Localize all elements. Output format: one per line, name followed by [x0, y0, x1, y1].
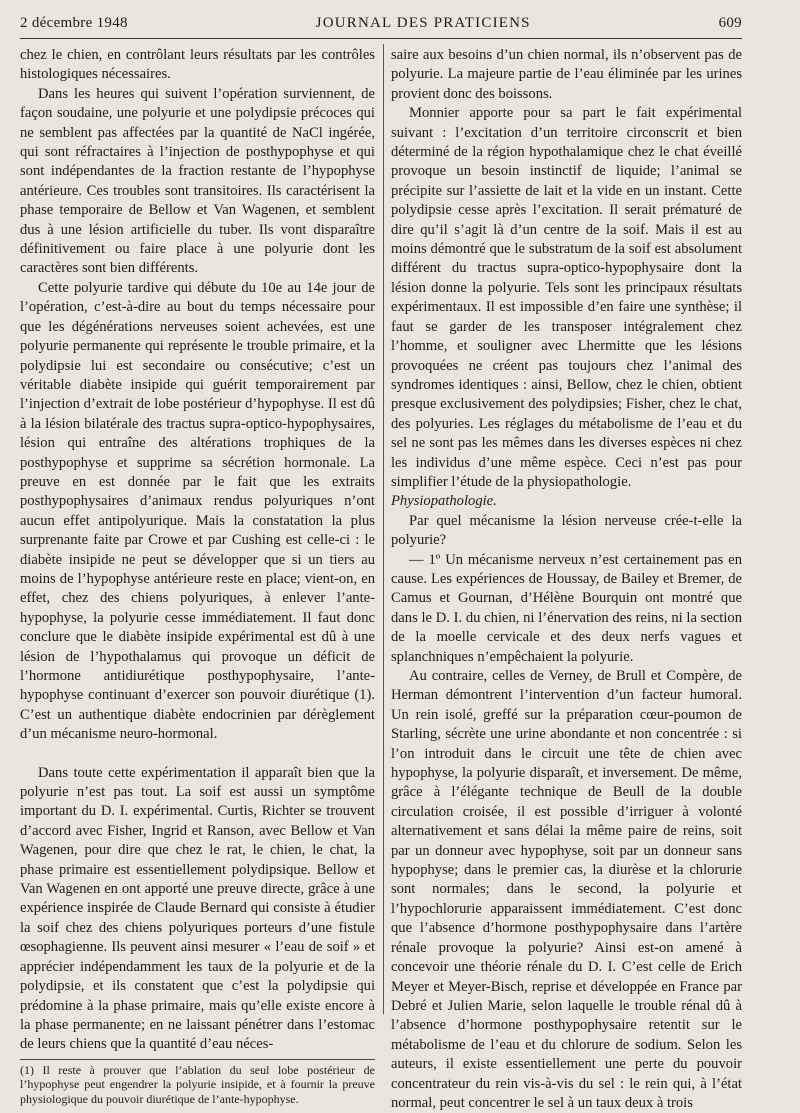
running-header: [20, 10, 742, 36]
paragraph-gap: [20, 745, 375, 764]
paragraph: Dans les heures qui suivent l’opération surviennent, de façon soudaine, une polyurie et une polydipsie précoces qui ne semblent pas affectées par la quantité de NaCl ingérée, qui sont réfractaires à l’injection de posthypophyse et qui sont indépendantes de la fraction restante de l’hypophyse antérieure. Ces troubles sont transitoires. Ils caractérisent la phase temporaire de Bellow et Van Wagenen, et semblent dus à une lésion artificielle du tuber. Ils vont disparaître définitivement ou faire place à une polyurie dont les caractères sont bien différents.: [20, 85, 375, 277]
paragraph: Dans toute cette expérimentation il apparaît bien que la polyurie n’est pas tout. La soif est aussi un symptôme important du D. I. expérimental. Curtis, Richter se trouvent d’accord avec Fisher, Ingrid et Ranson, avec Bellow et Van Wagenen, pour dire que chez le rat, le chien, le chat, la phase primaire est essentiellement polydipsique. Bellow et Van Wagenen en ont apporté une preuve directe, grâce à une expérience inspirée de Claude Bernard qui consiste à étudier la soif chez des chiens polyuriques porteurs d’une fistule œsophagienne. Ils peuvent ainsi mesurer « l’eau de soif » et apprécier indépendamment les taux de la polyurie et de la polydipsie, et ils constatent que c’est la polydipsie qui prédomine à la phase primaire, mais qu’elle existe encore à la phase permanente; en ne laissant pénétrer dans l’estomac de leurs chiens que la quantité d’eau néces-: [20, 764, 375, 1053]
paragraph: Monnier apporte pour sa part le fait expérimental suivant : l’excitation d’un territoire circonscrit et bien déterminé de la région hypothalamique chez le chat éveillé provoque un besoin instinctif de liquide; l’animal se précipite sur l’assiette de lait et la vide en un instant. Cette polydipsie cesse après l’excitation. Il serait prématuré de dire qu’il s’agit là d’un centre de la soif. Mais il est au moins démontré que le substratum de la soif est absolument différent du tractus supra-optico-hypophysaire dont la lésion donne la polyurie. Tels sont les principaux résultats expérimentaux. Il est impossible d’en faire une synthèse; il faut se garder de les transposer intégralement chez l’homme, et souligner avec Lhermitte que les lésions provoquées ne créent pas toujours chez l’animal des syndromes identiques : ainsi, Bellow, chez le chien, obtient presque exclusivement des polydipsies; Fisher, chez le chat, des polyuries. Les réglages du métabolisme de l’eau et du sel ne sont pas les mêmes dans les diverses espèces ni chez les individus d’une même espèce. Ceci n’est pas pour simplifier l’étude de la physiopathologie.: [391, 105, 742, 490]
footnote: (1) Il reste à prouver que l’ablation du seul lobe postérieur de l’hypophyse peut engendrer la polyurie insipide, et à fournir la preuve physiologique du pouvoir diurétique de l’ante-hypophyse.: [20, 1062, 375, 1106]
footnote-rule: [20, 1059, 375, 1060]
paragraph: Par quel mécanisme la lésion nerveuse crée-t-elle la polyurie?: [391, 512, 742, 549]
paragraph: — 1º Un mécanisme nerveux n’est certainement pas en cause. Les expériences de Houssay, de Bailey et Bremer, de Camus et Gournan, d’Hélène Bourquin ont montré que dans le D. I. du chien, ni l’énervation des reins, ni la section de la moelle cervicale et des deux nerfs vagues et splanchniques n’empêchaient la polyurie.: [391, 551, 742, 665]
page-number: 609: [718, 14, 742, 31]
paragraph: Cette polyurie tardive qui débute du 10e au 14e jour de l’opération, c’est-à-dire au bout du temps nécessaire pour que les dégénérations nerveuses soient achevées, est une polyurie permanente qui représente le trouble primaire, et la polydipsie lui est secondaire ou consécutive; c’est un véritable diabète insipide qui guérit temporairement par l’injection d’extrait de lobe postérieur d’hypophyse. Il est dû à la lésion bilatérale des tractus supra-optico-hypophysaires, lésion qui entraîne des altérations trophiques de la posthypophyse et supprime sa sécrétion hormonale. La preuve en est donnée par le fait que les extraits posthypophysaires d’animaux rendus polyuriques n’ont aucun effet antipolyurique. Mais la constatation la plus surprenante faite par Crowe et par Cushing est celle-ci : le diabète insipide ne peut se développer que si un tiers au moins de l’hypophyse antérieure reste en place; vient-on, en effet, chez des chiens polyuriques, à enlever l’ante-hypophyse, la polyurie cesse immédiatement. Il faut donc conclure que le diabète insipide expérimental est dû à une lésion de l’hypothalamus qui provoque un déficit de l’hormone antidiurétique posthypophysaire, l’ante-hypophyse continuant d’exercer son pouvoir diurétique (1). C’est un authentique diabète endocrinien par dérèglement d’un mécanisme neuro-hormonal.: [20, 279, 375, 743]
column-divider: [383, 44, 384, 1014]
issue-date: 2 décembre 1948: [20, 14, 128, 31]
paragraph: Au contraire, celles de Verney, de Brull et Compère, de Herman démontrent l’intervention d’un facteur humoral. Un rein isolé, greffé sur la préparation cœur-poumon de Starling, sécrète une urine abondante et non concentrée : si l’on introduit dans le circuit une tête de chien avec hypophyse, la polyurie disparaît, et inversement. De même, grâce à l’élégante technique de Beull de la double circulation croisée, il est possible d’irriguer à volonté alternativement et sans délai la même paire de reins, soit par un donneur avec hypophyse, soit par un donneur sans hypophyse; dans le premier cas, la diurèse et la chlorurie sont normales; dans le second, la polyurie et l’hypochlorurie apparaissent immédiatement. C’est donc que l’absence d’hormone posthypophysaire dans l’artère rénale provoque la polyurie? Ainsi est-on amené à concevoir une théorie rénale du D. I. C’est celle de Erich Meyer et Meyer-Bisch, reprise et développée en France par Debré et Julien Marie, selon laquelle le trouble rénal dû à l’absence d’hormone posthypophysaire retentit sur le métabolisme de l’eau et du chlorure de sodium. Selon les auteurs, il existe essentiellement une perte du pouvoir concentrateur du rein vis-à-vis du sel : le rein qui, à l’état normal, peut concentrer le sel à un taux deux à trois: [391, 668, 742, 1111]
left-column: [20, 46, 375, 1106]
paragraph: chez le chien, en contrôlant leurs résultats par les contrôles histologiques nécessaires.: [20, 47, 375, 83]
header-rule: [20, 38, 742, 39]
section-heading: Physiopathologie.: [391, 493, 497, 510]
right-column: [391, 46, 742, 1111]
journal-title: JOURNAL DES PRATICIENS: [315, 14, 531, 31]
paragraph: saire aux besoins d’un chien normal, ils n’observent pas de polyurie. La majeure partie de l’eau éliminée par les urines provient donc des boissons.: [391, 47, 742, 102]
